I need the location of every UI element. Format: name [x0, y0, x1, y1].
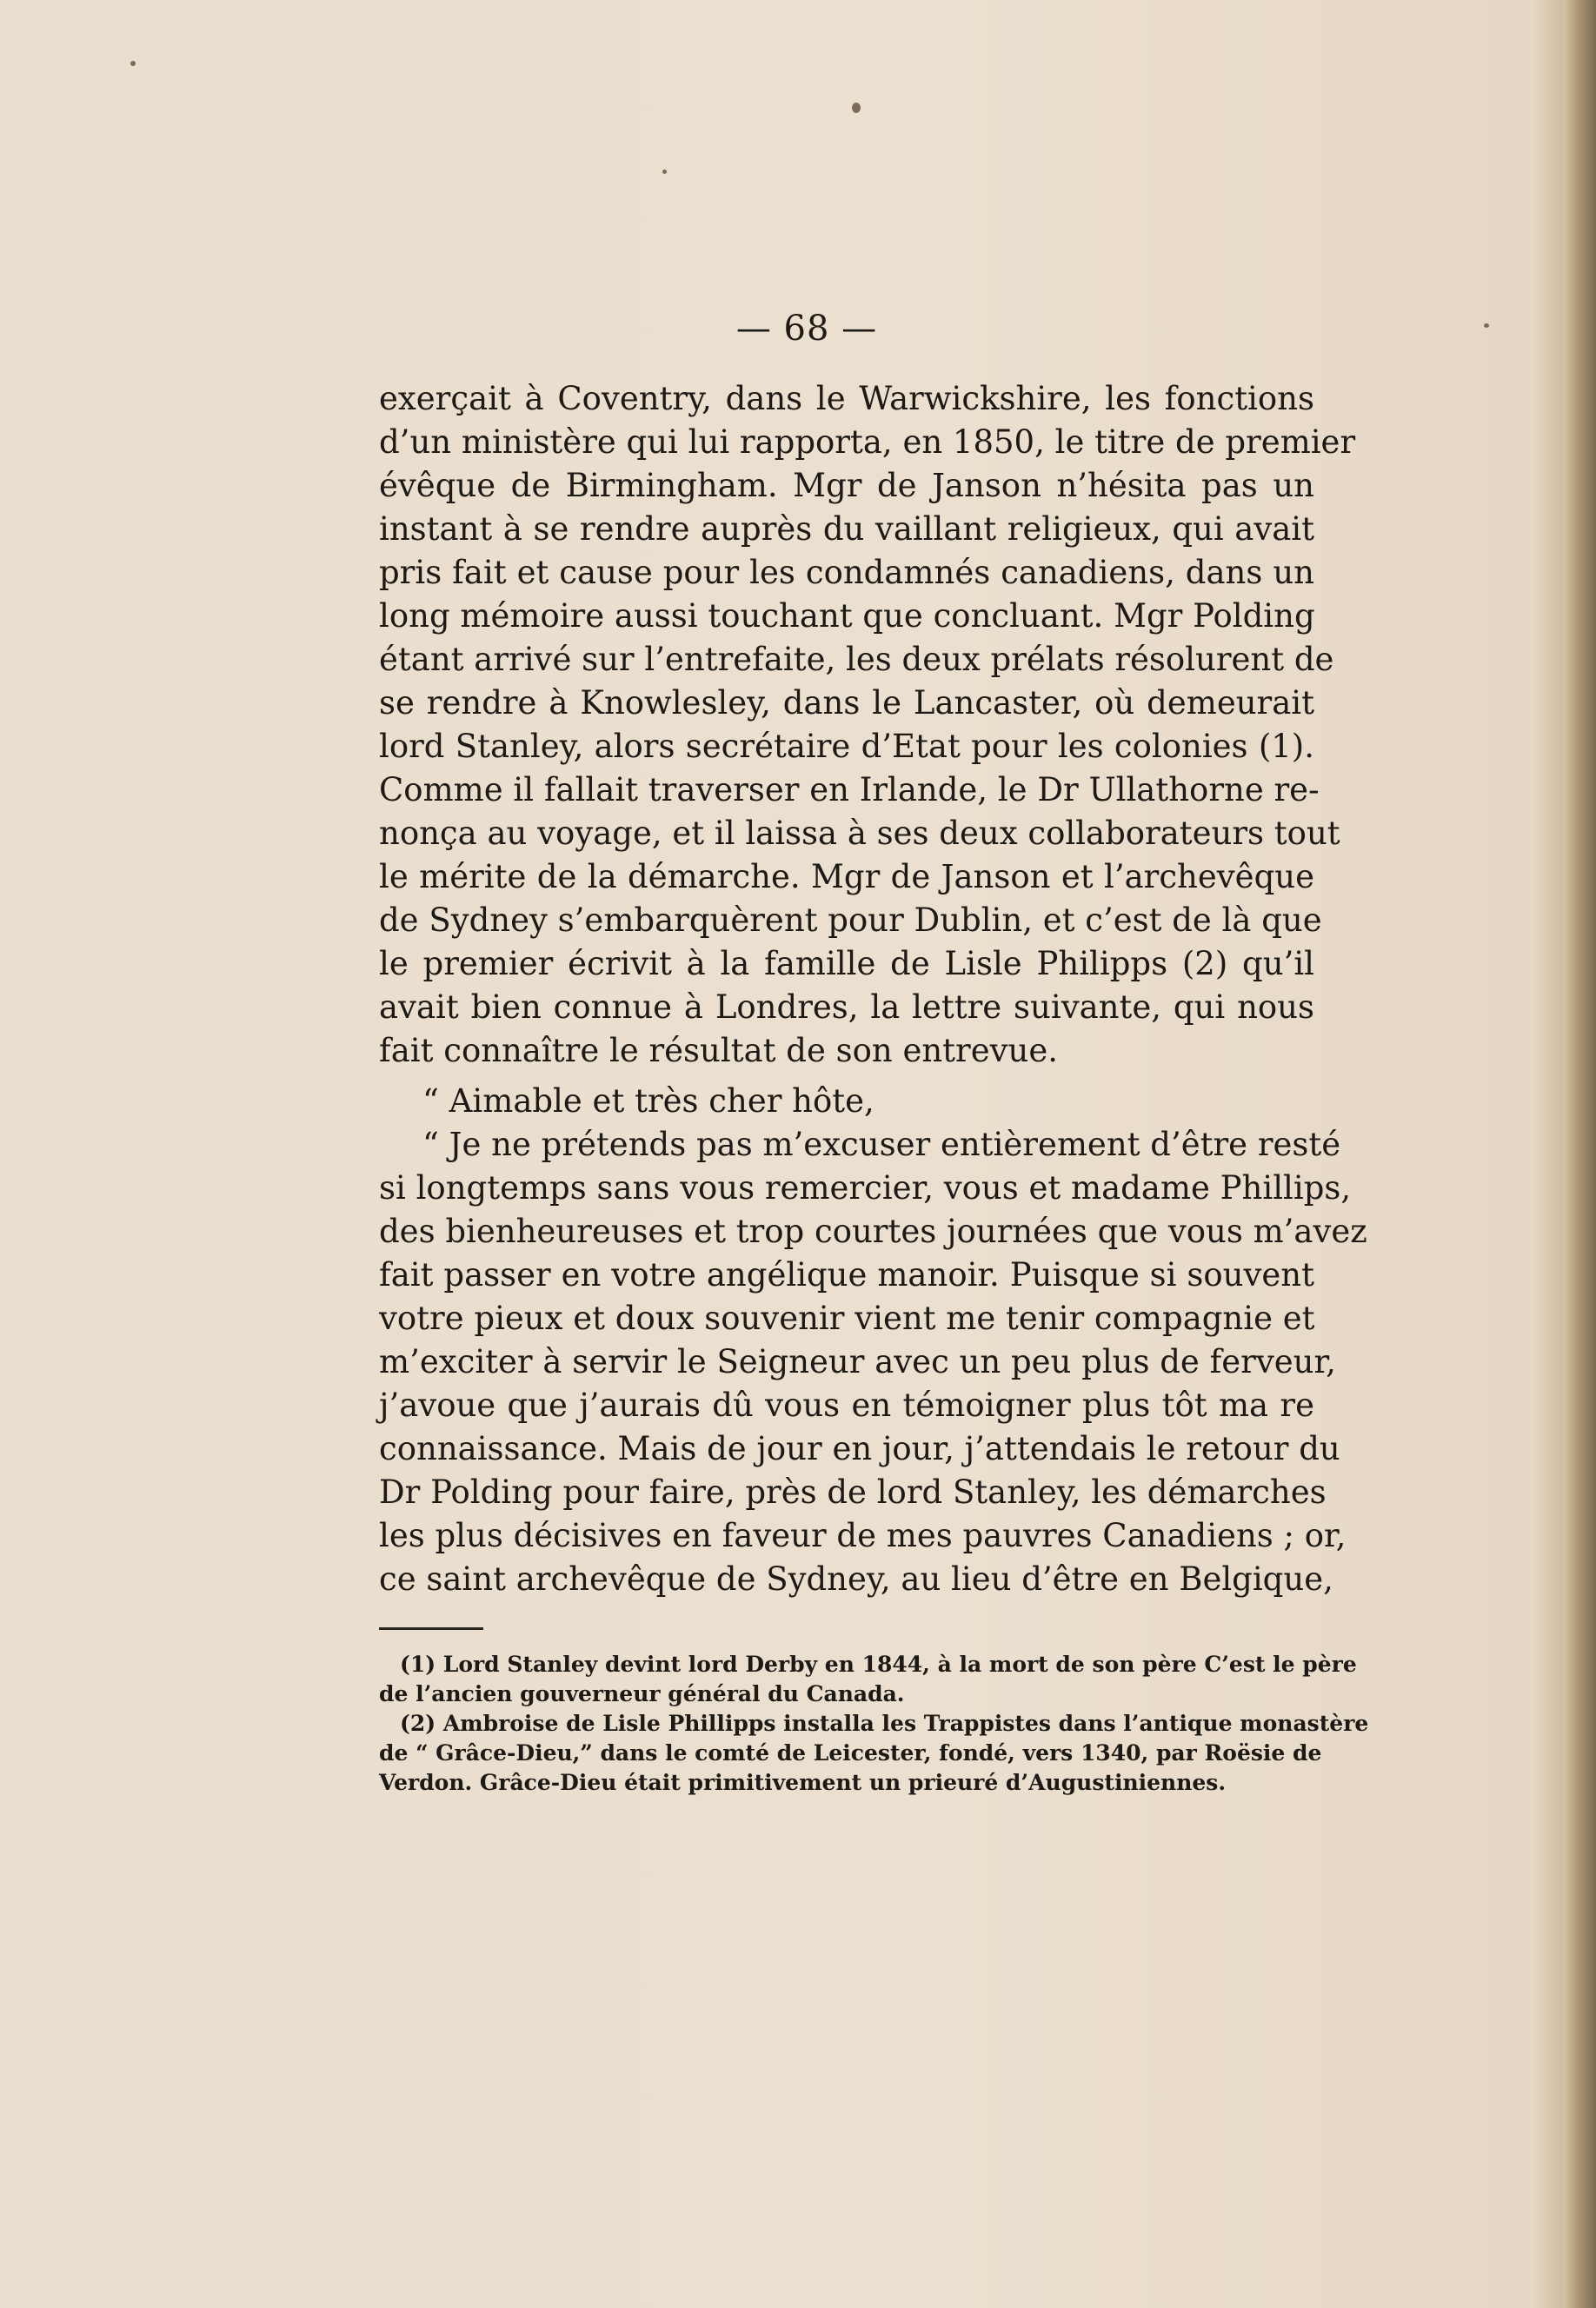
footnote-1: (1) Lord Stanley devint lord Derby en 1844, à la mort de son père C’est le père — [400, 1652, 1357, 1677]
text-line: avait bien connue à Londres, la lettre suivante, qui nous — [379, 988, 1314, 1026]
text-line: d’un ministère qui lui rapporta, en 1850, le titre de premier — [379, 423, 1356, 461]
letter-line: votre pieux et doux souvenir vient me tenir compagnie et — [379, 1300, 1315, 1337]
text-line: le mérite de la démarche. Mgr de Janson et l’archevêque — [379, 858, 1314, 895]
footnote-2: (2) Ambroise de Lisle Phillipps installa les Trappistes dans l’antique monastère — [400, 1711, 1369, 1736]
letter-line: Dr Polding pour faire, près de lord Stanley, les démarches — [379, 1473, 1327, 1511]
text-line: fait connaître le résultat de son entrevue. — [379, 1032, 1059, 1069]
text-line: instant à se rendre auprès du vaillant religieux, qui avait — [379, 510, 1314, 548]
footnotes-block — [379, 1650, 1369, 1798]
text-line: nonça au voyage, et il laissa à ses deux collaborateurs tout — [379, 815, 1340, 852]
letter-line: “ Je ne prétends pas m’excuser entièrement d’être resté — [422, 1126, 1341, 1163]
letter-line: si longtemps sans vous remercier, vous et madame Phillips, — [379, 1169, 1352, 1207]
text-line: long mémoire aussi touchant que concluant. Mgr Polding — [379, 597, 1315, 635]
text-line: lord Stanley, alors secrétaire d’Etat pour les colonies (1). — [379, 728, 1314, 765]
text-line: évêque de Birmingham. Mgr de Janson n’hésita pas un — [379, 467, 1314, 504]
letter-line: fait passer en votre angélique manoir. Puisque si souvent — [379, 1256, 1314, 1294]
main-text-block — [379, 377, 1367, 1601]
letter-salutation: “ Aimable et très cher hôte, — [422, 1082, 874, 1120]
footnote-2-continued: Verdon. Grâce-Dieu était primitivement un prieuré d’Augustiniennes. — [379, 1770, 1227, 1795]
text-line: exerçait à Coventry, dans le Warwickshire, les fonctions — [379, 380, 1314, 417]
letter-line: les plus décisives en faveur de mes pauvres Canadiens ; or, — [379, 1517, 1347, 1554]
footnote-1-continued: de l’ancien gouverneur général du Canada. — [379, 1681, 905, 1706]
text-line: Comme il fallait traverser en Irlande, le Dr Ullathorne re- — [379, 771, 1320, 808]
letter-line: des bienheureuses et trop courtes journées que vous m’avez — [379, 1213, 1367, 1250]
page-number: — 68 — — [735, 309, 878, 349]
paper-speck — [130, 61, 136, 66]
text-line: le premier écrivit à la famille de Lisle Philipps (2) qu’il — [379, 945, 1314, 982]
letter-line: ce saint archevêque de Sydney, au lieu d’être en Belgique, — [379, 1560, 1333, 1598]
footnote-2-continued: de “ Grâce-Dieu,” dans le comté de Leicester, fondé, vers 1340, par Roësie de — [379, 1740, 1322, 1766]
paper-speck — [662, 170, 667, 174]
text-line: se rendre à Knowlesley, dans le Lancaster, où demeurait — [379, 684, 1314, 722]
paper-speck — [852, 103, 861, 113]
text-line: pris fait et cause pour les condamnés canadiens, dans un — [379, 554, 1314, 591]
letter-line: m’exciter à servir le Seigneur avec un peu plus de ferveur, — [379, 1343, 1336, 1380]
text-line: de Sydney s’embarquèrent pour Dublin, et c’est de là que — [379, 901, 1322, 939]
text-line: étant arrivé sur l’entrefaite, les deux prélats résolurent de — [379, 641, 1334, 678]
footnote-divider — [379, 1627, 483, 1630]
letter-line: connaissance. Mais de jour en jour, j’attendais le retour du — [379, 1430, 1340, 1467]
letter-line: j’avoue que j’aurais dû vous en témoigner plus tôt ma re — [379, 1387, 1314, 1424]
